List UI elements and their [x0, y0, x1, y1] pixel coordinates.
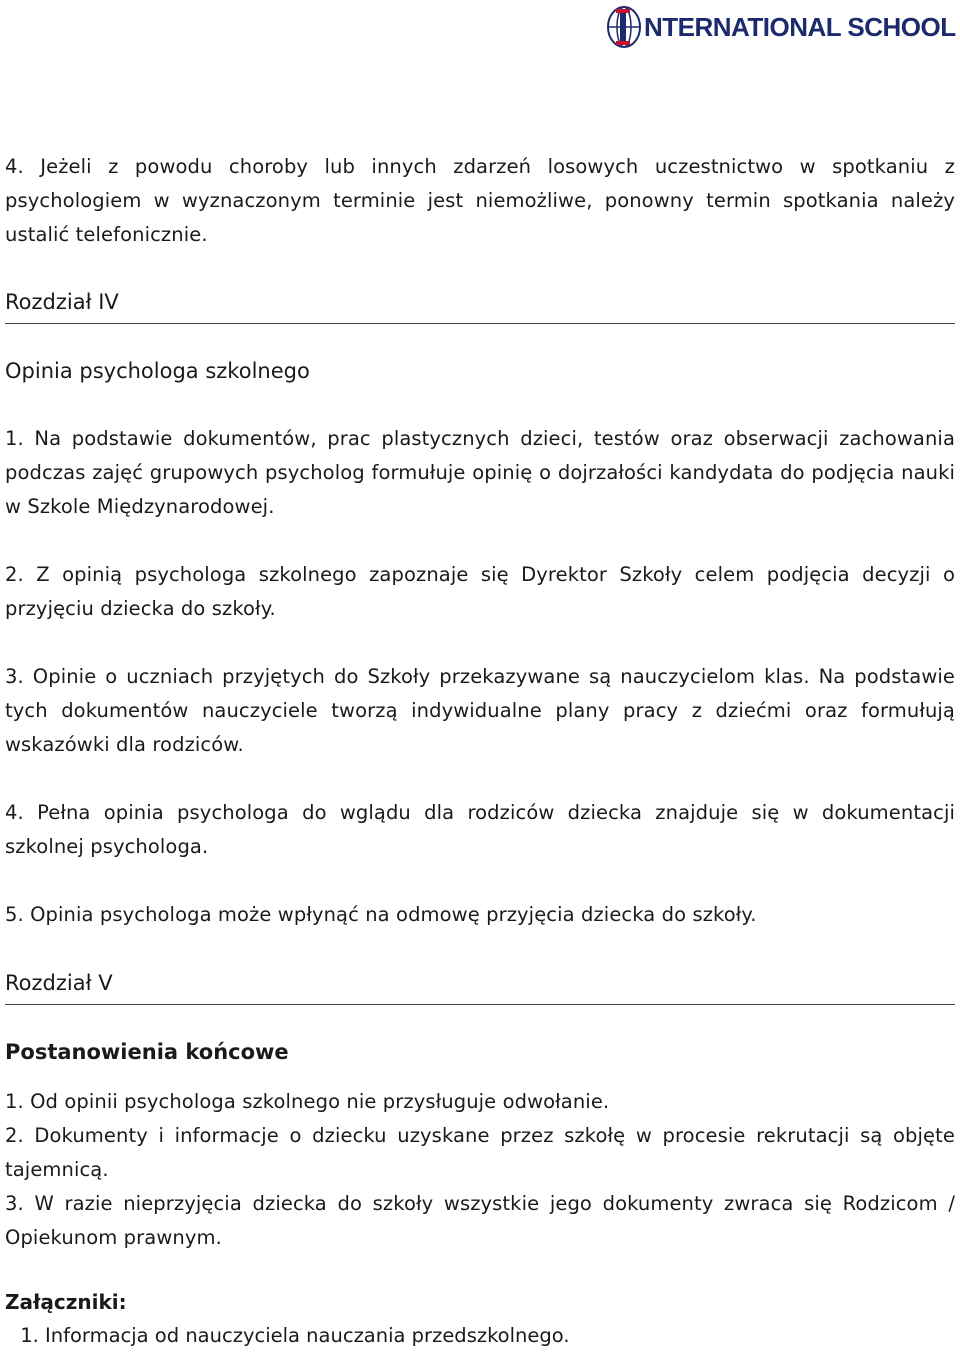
- chapter-5-point-1: 1. Od opinii psychologa szkolnego nie przysługuje odwołanie.: [5, 1090, 610, 1113]
- chapter-5-heading: Rozdział V: [5, 966, 955, 1005]
- attachments-title: Załączniki:: [5, 1290, 127, 1314]
- chapter-4-point-1: 1. Na podstawie dokumentów, prac plastycznych dzieci, testów oraz obserwacji zachowania podczas zajęć grupowych psycholog formułuje opinię o dojrzałości kandydata do podjęcia nauki w Szkole Międzynarodowej.: [5, 427, 955, 518]
- chapter-5-title: Postanowienia końcowe: [5, 1040, 289, 1064]
- attachments-list: [5, 1319, 955, 1353]
- chapter-5-point-3: 3. W razie nieprzyjęcia dziecka do szkoły wszystkie jego dokumenty zwraca się Rodzicom / Opiekunom prawnym.: [5, 1192, 955, 1249]
- chapter-4-point-3: 3. Opinie o uczniach przyjętych do Szkoły przekazywane są nauczycielom klas. Na podstawie tych dokumentów nauczyciele tworzą indywidualne plany pracy z dziećmi oraz formułują wskazówki dla rodziców.: [5, 665, 955, 756]
- chapter-4-title: Opinia psychologa szkolnego: [5, 359, 310, 383]
- document-page: [5, 150, 955, 1353]
- logo-wordmark: NTERNATIONAL SCHOOL: [644, 12, 956, 42]
- chapter-4-point-5: 5. Opinia psychologa może wpłynąć na odmowę przyjęcia dziecka do szkoły.: [5, 903, 757, 926]
- chapter-5-point-2: 2. Dokumenty i informacje o dziecku uzyskane przez szkołę w procesie rekrutacji są objęte tajemnicą.: [5, 1124, 955, 1181]
- intro-paragraph: 4. Jeżeli z powodu choroby lub innych zdarzeń losowych uczestnictwo w spotkaniu z psychologiem w wyznaczonym terminie jest niemożliwe, ponowny termin spotkania należy ustalić telefonicznie.: [5, 155, 955, 246]
- chapter-4-point-2: 2. Z opinią psychologa szkolnego zapoznaje się Dyrektor Szkoły celem podjęcia decyzji o przyjęciu dziecka do szkoły.: [5, 563, 955, 620]
- attachment-item: 1. Informacja od nauczyciela nauczania przedszkolnego.: [45, 1319, 955, 1353]
- chapter-4-heading: Rozdział IV: [5, 285, 955, 324]
- chapter-4-point-4: 4. Pełna opinia psychologa do wglądu dla rodziców dziecka znajduje się w dokumentacji szkolnej psychologa.: [5, 801, 955, 858]
- school-logo: [602, 2, 956, 52]
- logo-emblem-icon: [608, 7, 640, 47]
